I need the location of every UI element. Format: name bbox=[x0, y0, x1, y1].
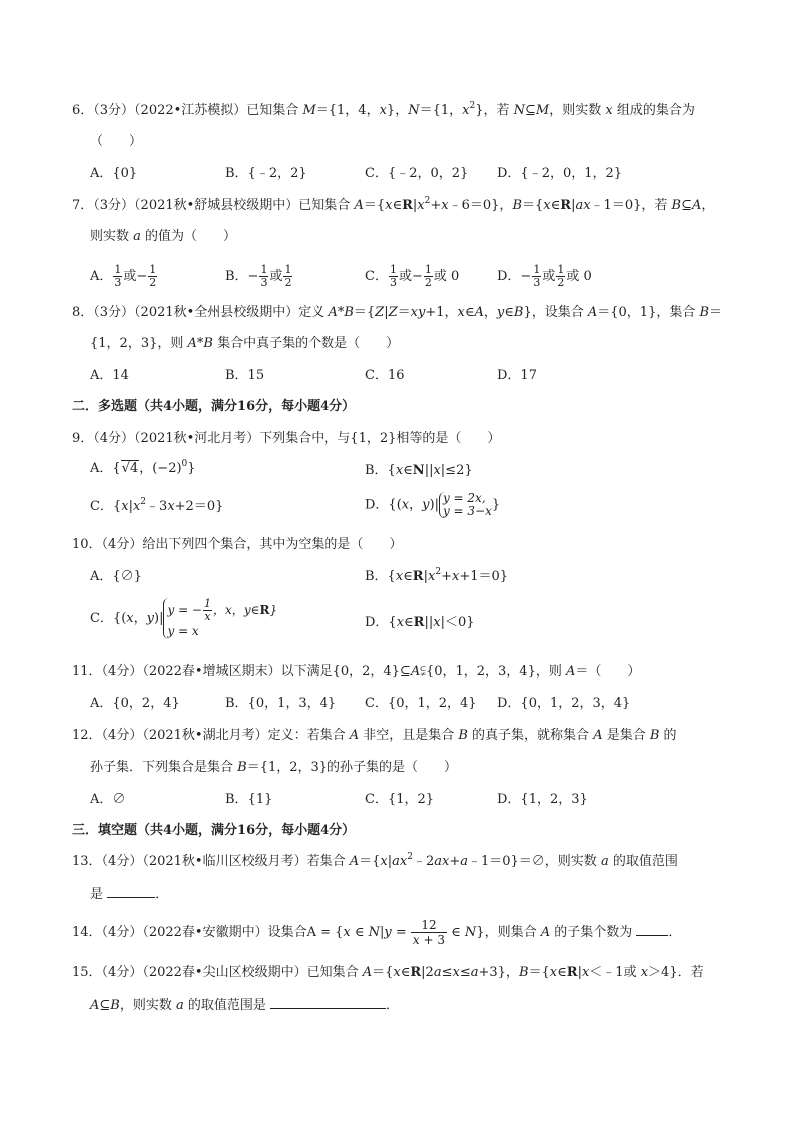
q9-option-a: A．{√4，$(-2)^0$} bbox=[90, 459, 196, 476]
q7-option-c: C． $\frac{1}{3}$ 或− $\frac{1}{2}$ 或 0 bbox=[365, 263, 460, 289]
q6-option-b: B．{﹣2，2} bbox=[225, 166, 307, 181]
q11-option-d: D．{0，1，2，3，4} bbox=[497, 696, 631, 711]
q8-option-c: C．16 bbox=[365, 368, 405, 383]
q7-option-a: A． $\frac{1}{3}$ 或− $\frac{1}{2}$ bbox=[90, 263, 157, 289]
q10-option-c: C．{(x，y)| y = − $\frac{1}{x}$ ，x，y∈R} y = x bbox=[90, 597, 278, 638]
section-3-heading: 三．填空题（共4小题，满分16分，每小题4分） bbox=[72, 823, 356, 838]
q12-option-b: B．{1} bbox=[225, 792, 273, 807]
question-11-stem: 11．（4分）（2022春•增城区期末）以下满足{0，2，4}⊆A⫋{0，1，2，3，4}，则 A＝（ ） bbox=[72, 664, 641, 679]
q12-option-a: A．∅ bbox=[90, 792, 126, 807]
question-6-stem: 6．（3分）（2022•江苏模拟）已知集合 M＝{1，4，x}，N＝{1，$x^2$}，若 N⊆M，则实数 x 组成的集合为 bbox=[72, 101, 695, 118]
question-10-stem: 10．（4分）给出下列四个集合，其中为空集的是（ ） bbox=[72, 537, 403, 552]
q9-option-b: B．{x∈N||x|≤2} bbox=[365, 463, 473, 478]
question-12-stem: 12．（4分）（2021秋•湖北月考）定义：若集合 A 非空，且是集合 B 的真子集，就称集合 A 是集合 B 的 bbox=[72, 728, 677, 743]
question-15-stem: 15．（4分）（2022春•尖山区校级期中）已知集合 A＝{x∈R|2a≤x≤a+3}，B＝{x∈R|x＜﹣1或 x＞4}．若 bbox=[72, 965, 704, 980]
question-12-line2: 孙子集．下列集合是集合 B＝{1，2，3}的孙子集的是（ ） bbox=[90, 760, 458, 775]
q11-option-c: C．{0，1，2，4} bbox=[365, 696, 477, 711]
question-8-stem: 8．（3分）（2021秋•全州县校级期中）定义 A*B＝{Z|Z＝xy+1，x∈A，y∈B}，设集合 A＝{0，1}，集合 B＝ bbox=[72, 305, 723, 320]
q9-option-d: D．{(x，y)| y = 2x, y = 3−x } bbox=[365, 491, 501, 518]
question-7-line2: 则实数 a 的值为（ ） bbox=[90, 229, 237, 244]
q10-option-a: A．{∅} bbox=[90, 569, 142, 584]
q6-option-d: D．{﹣2，0，1，2} bbox=[497, 166, 623, 181]
q6-option-a: A．{0} bbox=[90, 166, 138, 181]
question-6-paren: （ ） bbox=[90, 134, 143, 149]
question-14-stem: 14．（4分）（2022春•安徽期中）设集合A = {x ∈ N|y = $\frac{12}{x + 3}$ ∈ N}，则集合 A 的子集个数为 ． bbox=[72, 918, 682, 947]
q8-option-b: B．15 bbox=[225, 368, 265, 383]
q11-option-a: A．{0，2，4} bbox=[90, 696, 180, 711]
q8-option-d: D．17 bbox=[497, 368, 537, 383]
q8-option-a: A．14 bbox=[90, 368, 129, 383]
section-2-heading: 二．多选题（共4小题，满分16分，每小题4分） bbox=[72, 399, 356, 414]
q9-option-c: C．$\{x|x^2﹣3x+2=0\}$ bbox=[90, 497, 224, 514]
question-15-line2: A⊆B，则实数 a 的取值范围是 ． bbox=[90, 998, 400, 1013]
q7-option-b: B．− $\frac{1}{3}$ 或 $\frac{1}{2}$ bbox=[225, 263, 292, 289]
q12-option-c: C．{1，2} bbox=[365, 792, 435, 807]
question-8-line2: {1，2，3}，则 A*B 集合中真子集的个数是（ ） bbox=[90, 336, 400, 351]
q10-option-b: B．$\{x\in R|x^2+x+1=0\}$ bbox=[365, 567, 509, 584]
question-13-stem: 13．（4分）（2021秋•临川区校级月考）若集合 $A=\{x|ax^2﹣2ax+a﹣1=0\}=\emptyset$，则实数 a 的取值范围 bbox=[72, 852, 678, 869]
q7-option-d: D．− $\frac{1}{3}$ 或 $\frac{1}{2}$ 或 0 bbox=[497, 263, 592, 289]
q12-option-d: D．{1，2，3} bbox=[497, 792, 588, 807]
q11-option-b: B．{0，1，3，4} bbox=[225, 696, 337, 711]
q6-option-c: C．{﹣2，0，2} bbox=[365, 166, 469, 181]
question-9-stem: 9．（4分）（2021秋•河北月考）下列集合中，与{1，2}相等的是（ ） bbox=[72, 431, 501, 446]
question-7-stem: 7．（3分）（2021秋•舒城县校级期中）已知集合 $A=\{x\in R|x^2+x﹣6=0\}$，B＝{x∈R|ax﹣1＝0}，若 B⊆A， bbox=[72, 196, 715, 213]
question-13-line2: 是 ． bbox=[90, 887, 169, 902]
q10-option-d: D．{x∈R||x|＜0} bbox=[365, 615, 475, 630]
